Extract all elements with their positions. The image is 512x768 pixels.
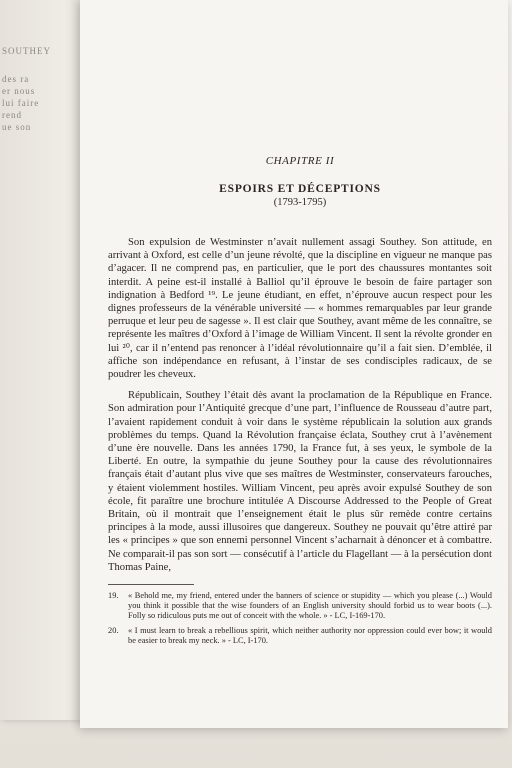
underlying-page-text: des ra — [2, 74, 30, 84]
footnote-number: 19. — [108, 591, 119, 601]
underlying-page-text: lui faire — [2, 98, 40, 108]
chapter-dates: (1793-1795) — [273, 197, 327, 208]
paragraph: Républicain, Southey l’était dès avant la proclamation de la République en France. Son admiration pour l’Antiquité grecque d’une part, l’influence de Rousseau d’autre part, l’avaient rapidement conduit à voir dans le système républicain la solution aux grands problèmes du temps. Quand la Révolution française éclata, Southey crut à l’avènement d’une ère nouvelle. Dans les années 1790, la France fut, à ses yeux, le symbole de la Liberté. En outre, la sympathie du jeune Southey pour la cause des révolutionnaires français était d’autant plus vive que ses maîtres de Westminster, conservateurs farouches, y étaient violemment hostiles. William Vincent, peu après avoir expulsé Southey de son école, fit paraître une brochure intitulée A Discourse Addressed to the People of Great Britain, où il montrait que l’enseignement était le plus sûr remède contre certains principes à la mode, aussi illusoires que dangereux. Southey ne pouvait qu’être attiré par les « principes » que son ennemi personnel Vincent s’acharnait à dénoncer et à combattre. Ne comparait-il pas son sort — consécutif à l’article du Flagellant — à la persécution dont Thomas Paine, — [108, 390, 492, 573]
underlying-page-text: ue son — [2, 122, 32, 132]
footnote — [108, 626, 492, 646]
page-content — [108, 155, 492, 650]
underlying-page-text: er nous — [2, 86, 36, 96]
footnote — [108, 591, 492, 622]
underlying-page-text: SOUTHEY — [2, 46, 51, 56]
footnote-divider — [108, 584, 194, 585]
underlying-page-text: rend — [2, 110, 22, 120]
underlying-page — [0, 0, 92, 720]
paragraph: Son expulsion de Westminster n’avait nullement assagi Southey. Son attitude, en arrivant à Oxford, est celle d’un jeune révolté, que la discipline en vigueur ne manque pas d’agacer. Il ne comprend pas, en particulier, que le port des chaussures montantes soit interdit. A peine est-il installé à Balliol qu’il éprouve le besoin de faire partager son indignation à Bedford ¹⁹. Le jeune étudiant, en effet, n’éprouve aucun respect pour les dignes professeurs de la vénérable université — « hommes remarquables par leur grande perruque et leur peu de sagesse ». Il est clair que Southey, avant même de les connaître, se représente les maîtres d’Oxford à l’image de William Vincent. Il sent la révolte gronder en lui ²⁰, car il n’entend pas renoncer à l’idéal révolutionnaire qu’il a fait sien. D’emblée, il affiche son indépendance en refusant, à l’instar de ses condisciples radicaux, de se poudrer les cheveux. — [108, 237, 492, 381]
chapter-title: ESPOIRS ET DÉCEPTIONS — [219, 183, 381, 195]
footnote-text: « I must learn to break a rebellious spirit, which neither authority nor oppression could ever bow; it would be easier to break my neck. » - LC, I-170. — [128, 625, 492, 645]
chapter-label: CHAPITRE II — [265, 155, 335, 167]
footnote-number: 20. — [108, 625, 119, 635]
footnote-text: « Behold me, my friend, entered under the banners of science or stupidity — which you please (...) Would you think it possible that the wise founders of an English university should forbid us to wear boots (...). Folly so ridiculous puts me out of conceit with the whole. » - LC, I-169-170. — [128, 591, 492, 621]
book-page — [80, 0, 508, 728]
